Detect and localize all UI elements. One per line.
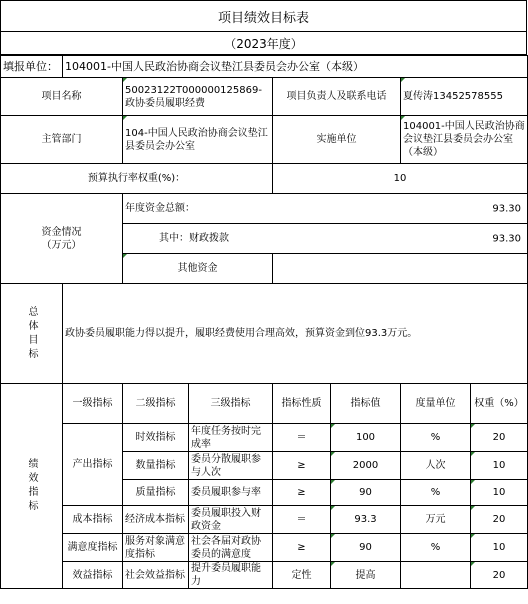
row-nature: ＝: [273, 424, 331, 452]
row-l3: 委员分散履职参与人次: [189, 452, 273, 480]
project-name-value: 50023122T000000125869-政协委员履职经费: [123, 78, 273, 116]
dept-label: 主管部门: [1, 116, 123, 164]
goal-value: 政协委员履职能力得以提升，履职经费使用合理高效，预算资金到位93.3万元。: [63, 284, 528, 384]
row-l2: 社会效益指标: [123, 562, 189, 589]
header-l1: 一级指标: [63, 384, 123, 424]
goal-label-text: 总体目标: [26, 305, 37, 362]
row-l1: 效益指标: [63, 562, 123, 589]
header-nature: 指标性质: [273, 384, 331, 424]
sheet-title: 项目绩效目标表: [0, 0, 527, 31]
row-l1: 满意度指标: [63, 534, 123, 562]
row-l1: 成本指标: [63, 506, 123, 534]
row-weight: 10: [471, 452, 528, 480]
performance-table: [0, 55, 528, 589]
indicator-header-row: [1, 384, 528, 424]
row-nature: 定性: [273, 562, 331, 589]
unit-value: 104001-中国人民政治协商会议垫江县委员会办公室（本级）: [63, 56, 528, 78]
unit-label: 填报单位：: [1, 56, 63, 78]
row-unit: 人次: [401, 452, 471, 480]
row-l3: 年度任务按时完成率: [189, 424, 273, 452]
goal-label: [1, 284, 63, 384]
row-weight: 20: [471, 424, 528, 452]
row-nature: ＝: [273, 506, 331, 534]
funds-fiscal-value: 93.30: [492, 233, 522, 244]
budget-weight-value: 10: [273, 164, 528, 194]
funds-total-label: 年度资金总额：: [125, 203, 195, 214]
funds-label: [1, 194, 123, 284]
header-weight: 权重（%）: [471, 384, 528, 424]
row-weight: 10: [471, 480, 528, 506]
row-unit: %: [401, 424, 471, 452]
funds-other-value: [273, 254, 528, 284]
perf-label: [1, 384, 63, 589]
table-row: [1, 534, 528, 562]
row-nature: ≥: [273, 480, 331, 506]
header-value: 指标值: [331, 384, 401, 424]
row-value: 2000: [331, 452, 401, 480]
row-l1: 产出指标: [63, 424, 123, 506]
row-unit: %: [401, 534, 471, 562]
row-l2: 数量指标: [123, 452, 189, 480]
row-value: 100: [331, 424, 401, 452]
funds-total-row: [123, 194, 528, 224]
row-unit: [401, 562, 471, 589]
funds-fiscal-row: [123, 224, 528, 254]
impl-label: 实施单位: [273, 116, 401, 164]
row-l2: 服务对象满意度指标: [123, 534, 189, 562]
row-unit: %: [401, 480, 471, 506]
owner-label: 项目负责人及联系电话: [273, 78, 401, 116]
header-l3: 三级指标: [189, 384, 273, 424]
row-value: 提高: [331, 562, 401, 589]
owner-value: 夏传涛13452578555: [401, 78, 528, 116]
row-l3: 委员履职投入财政资金: [189, 506, 273, 534]
sheet-year: （2023年度）: [0, 31, 527, 55]
row-l3: 社会各届对政协委员的满意度: [189, 534, 273, 562]
impl-value: 104001-中国人民政治协商会议垫江县委员会办公室（本级）: [401, 116, 528, 164]
funds-label-text: 资金情况（万元）: [41, 226, 82, 251]
row-weight: 20: [471, 562, 528, 589]
perf-label-text: 绩效指标: [26, 458, 37, 514]
row-value: 93.3: [331, 506, 401, 534]
funds-total-value: 93.30: [492, 203, 522, 214]
row-value: 90: [331, 534, 401, 562]
row-l3: 提升委员履职能力: [189, 562, 273, 589]
header-unit: 度量单位: [401, 384, 471, 424]
funds-fiscal-label: 其中：财政拨款: [159, 233, 229, 244]
row-nature: ≥: [273, 534, 331, 562]
project-name-label: 项目名称: [1, 78, 123, 116]
row-l2: 质量指标: [123, 480, 189, 506]
row-weight: 10: [471, 534, 528, 562]
row-nature: ≥: [273, 452, 331, 480]
funds-other-label: 其他资金: [123, 254, 273, 284]
row-l2: 经济成本指标: [123, 506, 189, 534]
table-row: [1, 562, 528, 589]
dept-value: 104-中国人民政治协商会议垫江县委员会办公室: [123, 116, 273, 164]
table-row: [1, 506, 528, 534]
row-unit: 万元: [401, 506, 471, 534]
row-weight: 20: [471, 506, 528, 534]
budget-weight-label: 预算执行率权重(%)：: [1, 164, 273, 194]
header-l2: 二级指标: [123, 384, 189, 424]
table-row: [1, 424, 528, 452]
row-value: 90: [331, 480, 401, 506]
row-l3: 委员履职参与率: [189, 480, 273, 506]
row-l2: 时效指标: [123, 424, 189, 452]
